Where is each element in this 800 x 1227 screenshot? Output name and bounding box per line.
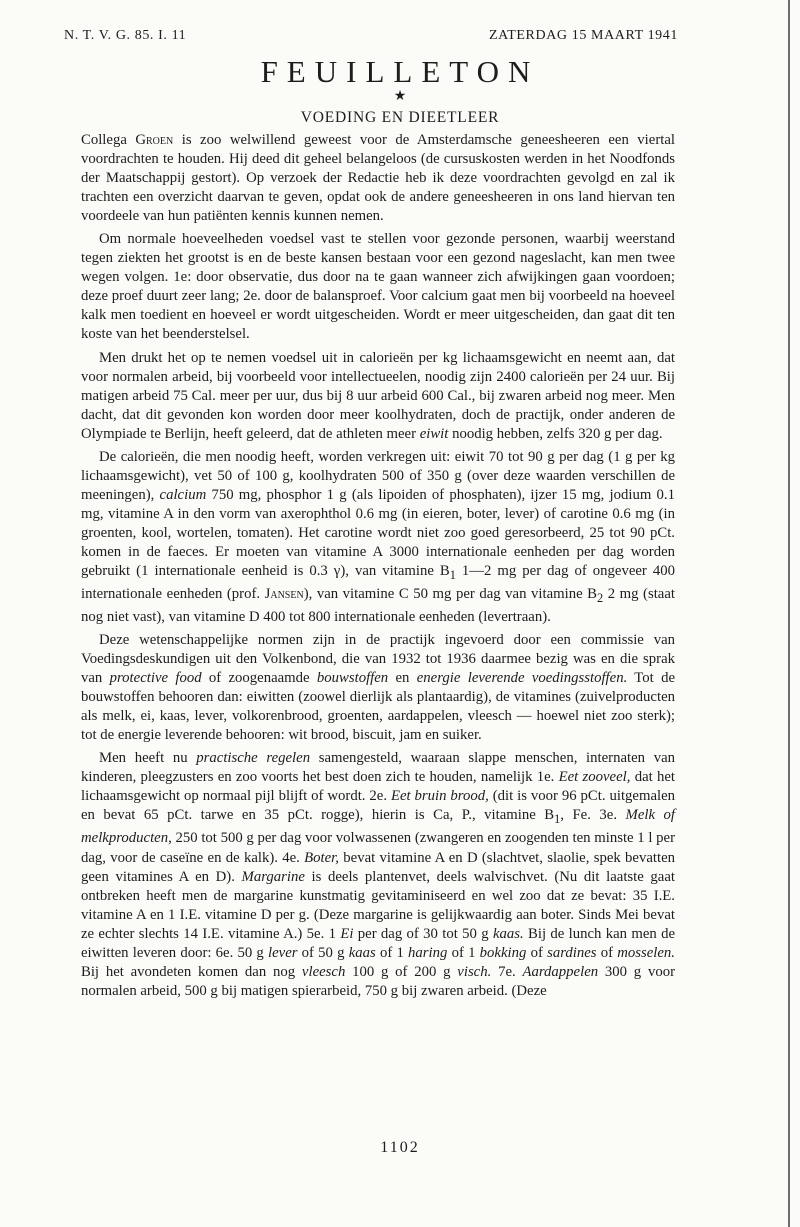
- emphasis-text: practische regelen: [196, 750, 311, 767]
- emphasis-text: bokking: [479, 944, 527, 961]
- text-run: samengesteld, waaraan slappe menschen, internaten van kinderen, pleegzusters en zoo voorts het best doen zich te houden, namelijk 1e.: [81, 750, 675, 786]
- text-run: ), van vitamine C 50 mg per dag van vitamine B: [303, 586, 598, 603]
- page-edge-rule: [788, 0, 790, 1227]
- subscript: 1: [449, 567, 456, 582]
- emphasis-text: Eet zooveel,: [558, 769, 631, 786]
- page-number: 1102: [380, 1139, 420, 1156]
- text-run: 2 mg (staat nog niet vast), van vitamine D 400 tot 800 internationale eenheden (levertraan).: [81, 586, 675, 625]
- text-run: 750 mg, phosphor 1 g (als lipoiden of phosphaten), ijzer 15 mg, jodium 0.1 mg, vitamine A in den vorm van axerophthol 0.6 mg (in eieren, boter, lever) of carotine 0.6 mg (in groenten, kool, wortelen, tomaten). Het carotine wordt niet zoo goed geresorbeerd, 25 tot 90 pCt. komen in de faeces. Er moeten van vitamine A 3000 internationale eenheden per dag worden gebruikt (1 internationale eenheid is 0.3 γ), van vitamine B: [81, 486, 675, 580]
- text-run: bevat vitamine A en D (slachtvet, slaolie, spek bevatten geen vitamines A en D).: [81, 849, 675, 885]
- text-run: is zoo welwillend geweest voor de Amsterdamsche geneesheeren een viertal voordrachten te houden. Hij deed dit geheel belangeloos (de cursuskosten werden in het Noodfonds der Maatschappij gestort). Op verzoek der Redactie heb ik deze voordrachten gevolgd en zal ik trachten een overzicht daarvan te geven, opdat ook de andere geneesheeren in ons land hiervan ten voordeele van hun patiënten kennis kunnen nemen.: [81, 132, 675, 225]
- emphasis-text: kaas: [348, 944, 376, 961]
- text-run: (dit is voor 96 pCt. uitgemalen en bevat 65 pCt. tarwe en 35 pCt. rogge), hierin is Ca, P., vitamine B: [81, 788, 676, 824]
- text-run: Groen: [135, 132, 174, 148]
- emphasis-text: Boter,: [304, 849, 339, 866]
- emphasis-text: kaas.: [492, 925, 524, 942]
- text-run: en: [388, 670, 417, 687]
- emphasis-text: Margarine: [241, 868, 305, 885]
- emphasis-text: vleesch: [301, 963, 346, 980]
- article-title: VOEDING EN DIEETLEER: [300, 109, 500, 126]
- paragraph: [81, 131, 675, 226]
- text-run: Om normale hoeveelheden voedsel vast te stellen voor gezonde personen, waarbij weerstand tegen ziekten het grootst is en de beste kansen bestaan voor een gezond nageslacht, kan men twee wegen volgen. 1e: door observatie, dus door na te gaan wanneer zich afwijkingen gaan voordoen; deze proef duurt zeer lang; 2e. door de balansproef. Voor calcium gaat men bij voorbeeld na hoeveel kalk men toedient en hoeveel er wordt uitgescheiden. Wordt er meer uitgescheiden, dan gaat dit ten koste van het beenderstelsel.: [81, 231, 675, 343]
- emphasis-text: mosselen.: [617, 944, 675, 961]
- text-run: Collega: [81, 132, 136, 148]
- text-run: 250 tot 500 g per dag voor volwassenen (zwangeren en zoogenden ten minste 1 l per dag, voor de caseïne en de kalk). 4e.: [81, 830, 675, 866]
- text-run: 1—2 mg per dag of ongeveer 400 internationale eenheden (prof.: [81, 563, 675, 603]
- running-header: [64, 28, 678, 48]
- emphasis-text: lever: [268, 944, 298, 961]
- issue-date: ZATERDAG 15 MAART 1941: [488, 28, 678, 43]
- text-run: of: [596, 944, 618, 961]
- emphasis-text: bouwstoffen: [316, 670, 389, 687]
- emphasis-text: Aardappelen: [522, 963, 599, 980]
- text-run: of: [526, 944, 548, 961]
- emphasis-text: Melk of melkproducten,: [81, 807, 676, 847]
- text-run: of zoogenaamde: [201, 670, 317, 687]
- paragraph: [81, 448, 675, 627]
- text-run: is deels plantenvet, deels walvischvet. (Nu dit laatste gaat ontbreken heeft men de margarine kunstmatig gevitaminiseerd en wel zoo dat ze bevat: 35 I.E. vitamine A en 1 I.E. vitamine D per g. (Deze margarine is gelijkwaardig aan boter. Sinds Mei bevat ze echter slechts 14 I.E. vitamine A.) 5e. 1: [81, 868, 675, 942]
- paragraph: [81, 749, 675, 1001]
- subscript: 2: [597, 590, 604, 605]
- article-body: [81, 131, 675, 1005]
- text-run: Bij het avondeten komen dan nog: [81, 963, 302, 980]
- emphasis-text: eiwit: [419, 425, 449, 442]
- emphasis-text: energie leverende voedingsstoffen.: [416, 670, 628, 687]
- text-run: De calorieën, die men noodig heeft, worden verkregen uit: eiwit 70 tot 90 g per dag (1 g per kg lichaamsgewicht), vet 50 of 100 g, koolhydraten 500 of 350 g (over deze waarden verschillen de meeningen),: [81, 448, 675, 503]
- text-run: Bij de lunch kan men de eiwitten leveren door: 6e. 50 g: [81, 925, 676, 961]
- text-run: per dag of 30 tot 50 g: [353, 925, 493, 942]
- text-run: , Fe. 3e.: [560, 807, 626, 824]
- emphasis-text: calcium: [159, 486, 207, 503]
- paragraph: [81, 230, 675, 344]
- text-run: Deze wetenschappelijke normen zijn in de practijk ingevoerd door een commissie van Voedingsdeskundigen uit den Volkenbond, die van 1932 tot 1936 daarmee bezig was en die sprak van: [81, 632, 675, 687]
- text-run: noodig hebben, zelfs 320 g per dag.: [448, 425, 663, 442]
- emphasis-text: Ei: [340, 925, 354, 942]
- emphasis-text: visch.: [457, 963, 492, 980]
- star-ornament: ★: [393, 89, 407, 104]
- text-run: Tot de bouwstoffen behooren dan: eiwitten (zoowel dierlijk als plantaardig), de vitamines (zuivelproducten als melk, ei, kaas, lever, volkorenbrood, groenten, aardappelen, vleesch — hoewel niet zoo sterk); tot de energie leverende behooren: wit brood, biscuit, jam en suiker.: [81, 670, 675, 744]
- journal-reference: N. T. V. G. 85. I. 11: [64, 28, 187, 43]
- paragraph: [81, 349, 675, 444]
- text-run: Jansen: [264, 586, 304, 603]
- emphasis-text: Eet bruin brood,: [390, 788, 489, 805]
- subscript: 1: [554, 812, 561, 827]
- text-run: of 50 g: [297, 944, 349, 961]
- text-run: of 1: [447, 944, 480, 961]
- text-run: dat het lichaamsgewicht op normaal pijl blijft of wordt. 2e.: [81, 769, 675, 805]
- text-run: Men heeft nu: [99, 750, 197, 767]
- text-run: 300 g voor normalen arbeid, 500 g bij matigen spierarbeid, 750 g bij zwaren arbeid. (Deze: [81, 963, 676, 999]
- text-run: 7e.: [491, 963, 523, 980]
- text-run: of 1: [375, 944, 409, 961]
- text-run: 100 g of 200 g: [345, 963, 458, 980]
- paragraph: [81, 631, 675, 745]
- text-run: Men drukt het op te nemen voedsel uit in calorieën per kg lichaamsgewicht en neemt aan, dat voor normalen arbeid, bij voorbeeld voor intellectueelen, noodig zijn 2400 calorieën per 24 uur. Bij matigen arbeid 75 Cal. meer per uur, dus bij 8 uur arbeid 600 Cal., bij zwaren arbeid nog meer. Men dacht, dat dit gevonden kon worden door meer koolhydraten, doch de practijk, onder anderen de Olympiade te Berlijn, heeft geleerd, dat de athleten meer: [81, 349, 675, 442]
- emphasis-text: protective food: [109, 670, 202, 687]
- section-title: FEUILLETON: [260, 54, 540, 89]
- emphasis-text: sardines: [547, 944, 597, 961]
- emphasis-text: haring: [408, 944, 448, 961]
